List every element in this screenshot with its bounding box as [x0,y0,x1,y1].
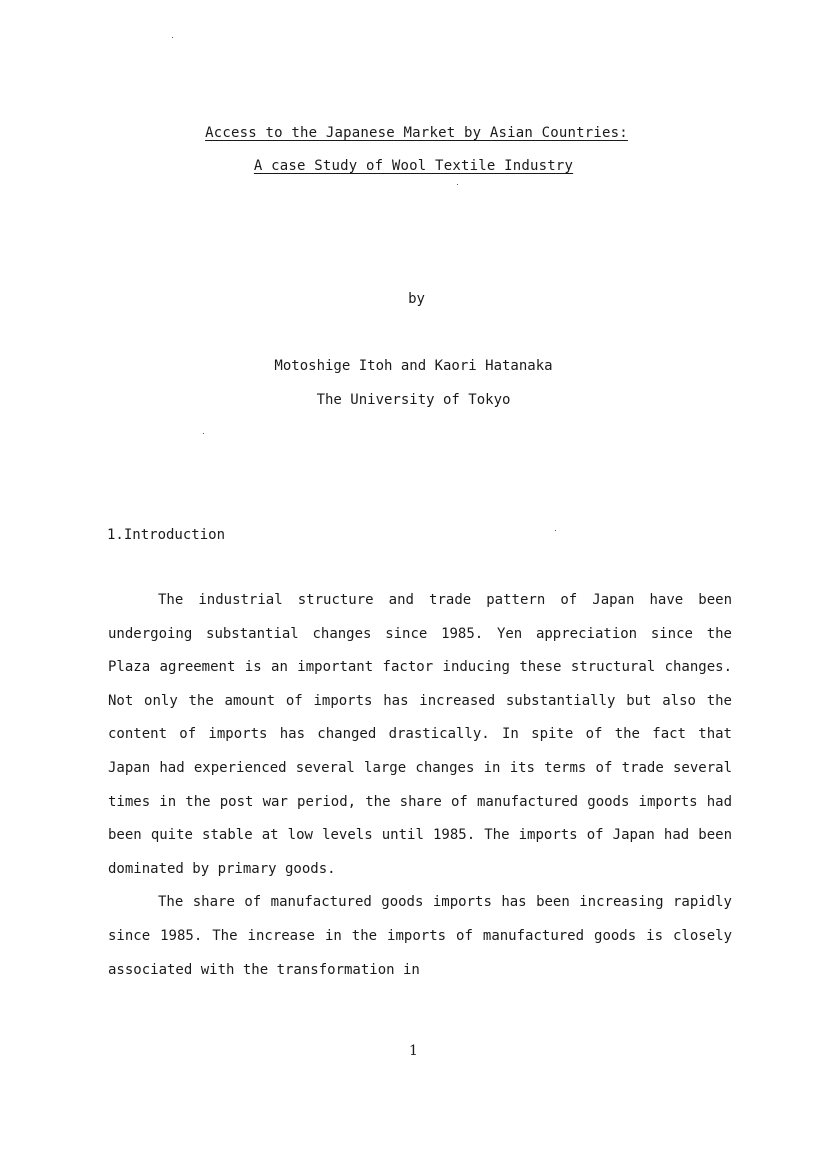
paragraph-2: The share of manufactured goods imports has been increasing rapidly since 1985. The increase in the imports of manufactured goods is closely associated with the transformation in [108,894,732,978]
paper-title-line-1: Access to the Japanese Market by Asian Countries: [205,125,628,141]
affiliation: The University of Tokyo [316,392,511,408]
scan-speck [172,37,173,38]
paragraph-1: The industrial structure and trade pattern of Japan have been undergoing substantial changes since 1985. Yen appreciation since the Plaza agreement is an important factor inducing these structural changes. Not only the amount of imports has increased substantially but also the content of imports has changed drastically. In spite of the fact that Japan had experienced several large changes in its terms of trade several times in the post war period, the share of manufactured goods imports had been quite stable at low levels until 1985. The imports of Japan had been dominated by primary goods. [108,592,732,877]
section-body [108,584,732,987]
section-heading: 1.Introduction [107,527,226,543]
scan-speck [555,530,556,531]
scan-speck [457,184,458,185]
authors: Motoshige Itoh and Kaori Hatanaka [274,358,553,374]
page-number: 1 [409,1043,418,1059]
paper-title-line-2: A case Study of Wool Textile Industry [253,158,574,174]
scan-speck [203,433,204,434]
byline-by: by [408,291,425,307]
